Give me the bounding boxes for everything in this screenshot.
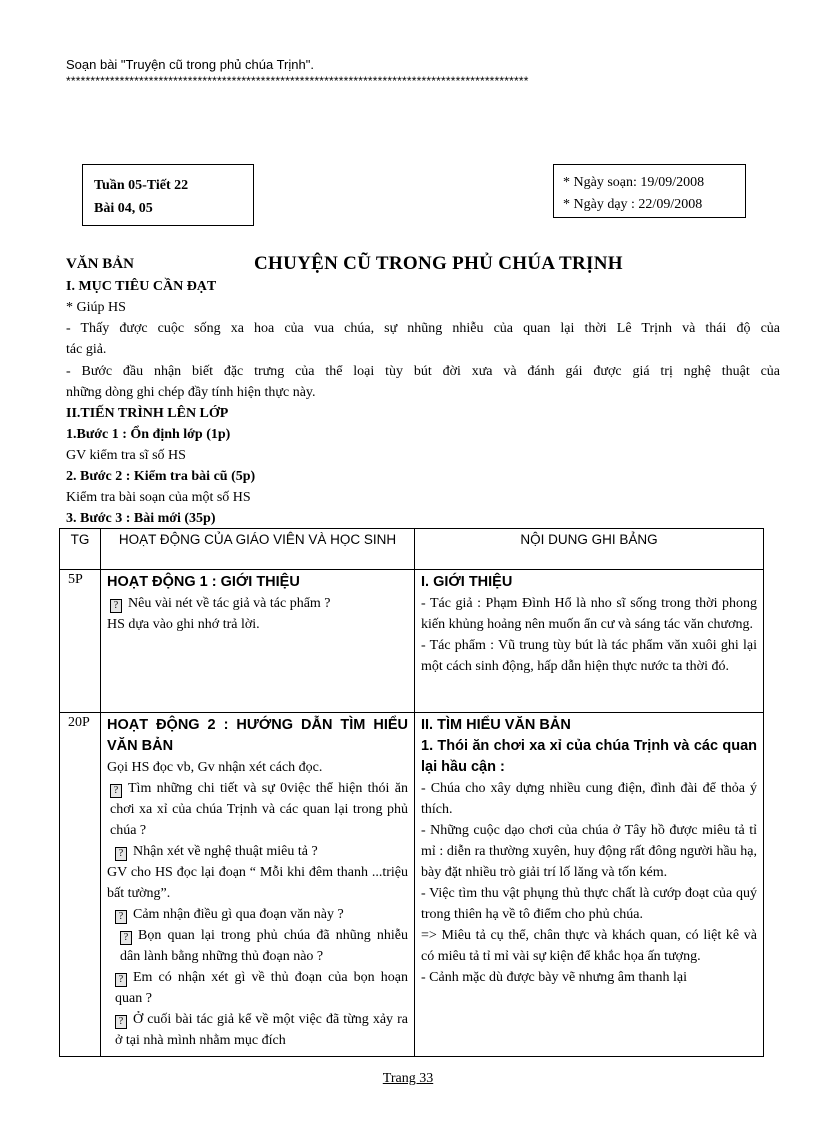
section1-heading: I. MỤC TIÊU CẦN ĐẠT bbox=[66, 279, 217, 294]
section1-help: * Giúp HS bbox=[66, 300, 126, 315]
step2-text: Kiểm tra bài soạn của một số HS bbox=[66, 490, 251, 505]
lesson-info-box bbox=[82, 164, 254, 226]
activity2-question5: Em có nhận xét gì về thủ đoạn của bọn hoạn quan ? bbox=[115, 970, 408, 1006]
question-icon: ? bbox=[120, 931, 132, 945]
goal1-line1: - Thấy được cuộc sống xa hoa của vua chúa, sự nhũng nhiễu của quan lại thời Lê Trịnh và thái độ của bbox=[66, 321, 780, 336]
row1-content bbox=[415, 570, 764, 713]
table-row bbox=[60, 570, 764, 713]
content2-subheading: 1. Thói ăn chơi xa xỉ của chúa Trịnh và các quan lại hầu cận : bbox=[421, 738, 757, 775]
table-row bbox=[60, 713, 764, 1057]
table-header-row bbox=[60, 529, 764, 570]
content2-para3: - Việc tìm thu vật phụng thủ thực chất là cướp đoạt của quý trong thiên hạ về tô điểm cho phủ chúa. bbox=[421, 886, 757, 922]
content2-para4: => Miêu tả cụ thể, chân thực và khách quan, có liệt kê và có miêu tả tỉ mỉ vài sự kiện để khắc họa ấn tượng. bbox=[421, 928, 757, 964]
step2-heading: 2. Bước 2 : Kiểm tra bài cũ (5p) bbox=[66, 469, 256, 484]
lesson-table bbox=[59, 528, 764, 1057]
content2-heading: II. TÌM HIỂU VĂN BẢN bbox=[421, 717, 571, 733]
row2-time: 20P bbox=[60, 713, 101, 1057]
activity1-heading: HOẠT ĐỘNG 1 : GIỚI THIỆU bbox=[107, 574, 300, 590]
activity2-text2: GV cho HS đọc lại đoạn “ Mỗi khi đêm thanh ...triệu bất tường”. bbox=[107, 865, 408, 901]
question-icon: ? bbox=[115, 1015, 127, 1029]
row2-activity bbox=[101, 713, 415, 1057]
content2-para1: - Chúa cho xây dựng nhiều cung điện, đình đài để thỏa ý thích. bbox=[421, 781, 757, 817]
step1-heading: 1.Bước 1 : Ổn định lớp (1p) bbox=[66, 427, 231, 442]
prepare-date: * Ngày soạn: 19/09/2008 bbox=[563, 175, 705, 190]
header-tg: TG bbox=[60, 529, 101, 570]
question-icon: ? bbox=[115, 910, 127, 924]
activity1-text: HS dựa vào ghi nhớ trả lời. bbox=[107, 617, 260, 632]
row2-content bbox=[415, 713, 764, 1057]
activity2-heading: HOẠT ĐỘNG 2 : HƯỚNG DẪN TÌM HIỂU VĂN BẢN bbox=[107, 717, 408, 754]
activity2-question6: Ở cuối bài tác giả kể về một việc đã từng xảy ra ở tại nhà mình nhằm mục đích bbox=[115, 1012, 408, 1048]
content2-para2: - Những cuộc dạo chơi của chúa ở Tây hồ được miêu tả tỉ mỉ : diễn ra thường xuyên, huy động rất đông người hầu hạ, bày đặt nhiều trò giải trí lố lăng và tốn kém. bbox=[421, 823, 757, 880]
week-period-label: Tuần 05-Tiết 22 bbox=[94, 178, 189, 193]
step1-text: GV kiểm tra sĩ số HS bbox=[66, 448, 186, 463]
content1-heading: I. GIỚI THIỆU bbox=[421, 574, 513, 590]
activity2-question4: Bọn quan lại trong phủ chúa đã nhũng nhiễu dân lành bằng những thủ đoạn nào ? bbox=[120, 928, 408, 964]
page-number: Trang 33 bbox=[382, 1071, 434, 1086]
lesson-number-label: Bài 04, 05 bbox=[94, 201, 153, 216]
content1-work: - Tác phẩm : Vũ trung tùy bút là tác phẩm văn xuôi ghi lại một cách sinh động, hấp dẫn hiện thực nước ta thời đó. bbox=[421, 638, 757, 674]
text-type-label: VĂN BẢN bbox=[66, 256, 134, 272]
date-info-box bbox=[553, 164, 746, 218]
question-icon: ? bbox=[115, 973, 127, 987]
activity1-question: Nêu vài nét về tác giả và tác phẩm ? bbox=[128, 596, 331, 611]
row1-activity bbox=[101, 570, 415, 713]
section2-heading: II.TIẾN TRÌNH LÊN LỚP bbox=[66, 406, 229, 421]
content1-author: - Tác giả : Phạm Đình Hổ là nho sĩ sống trong thời phong kiến khủng hoảng nên muốn ẩn cư và sáng tác văn chương. bbox=[421, 596, 757, 632]
header-activity: HOẠT ĐỘNG CỦA GIÁO VIÊN VÀ HỌC SINH bbox=[101, 529, 415, 570]
activity2-question1: Tìm những chi tiết và sự 0việc thể hiện thói ăn chơi xa xỉ của chúa Trịnh và các quan lại trong phủ chúa ? bbox=[110, 781, 408, 838]
activity2-question3: Cảm nhận điều gì qua đoạn văn này ? bbox=[133, 907, 344, 922]
activity2-question2: Nhận xét về nghệ thuật miêu tả ? bbox=[133, 844, 318, 859]
separator-stars: *********************************************************************************************** bbox=[66, 74, 529, 88]
row1-time: 5P bbox=[60, 570, 101, 713]
activity2-text1: Gọi HS đọc vb, Gv nhận xét cách đọc. bbox=[107, 760, 323, 775]
goal1-line2: tác giả. bbox=[66, 342, 107, 357]
question-icon: ? bbox=[115, 847, 127, 861]
main-title: CHUYỆN CŨ TRONG PHỦ CHÚA TRỊNH bbox=[254, 253, 623, 274]
header-content: NỘI DUNG GHI BẢNG bbox=[415, 529, 764, 570]
goal2-line2: những dòng ghi chép đầy tính hiện thực này. bbox=[66, 385, 316, 400]
step3-heading: 3. Bước 3 : Bài mới (35p) bbox=[66, 511, 216, 526]
question-icon: ? bbox=[110, 784, 122, 798]
goal2-line1: - Bước đầu nhận biết đặc trưng của thể loại tùy bút đời xưa và đánh gái được giá trị nghệ thuật của bbox=[66, 364, 780, 379]
question-icon: ? bbox=[110, 599, 122, 613]
content2-para5: - Cảnh mặc dù được bày vẽ nhưng âm thanh lại bbox=[421, 970, 687, 985]
document-header-title: Soạn bài "Truyện cũ trong phủ chúa Trịnh". bbox=[66, 57, 314, 72]
teach-date: * Ngày dạy : 22/09/2008 bbox=[563, 197, 703, 212]
